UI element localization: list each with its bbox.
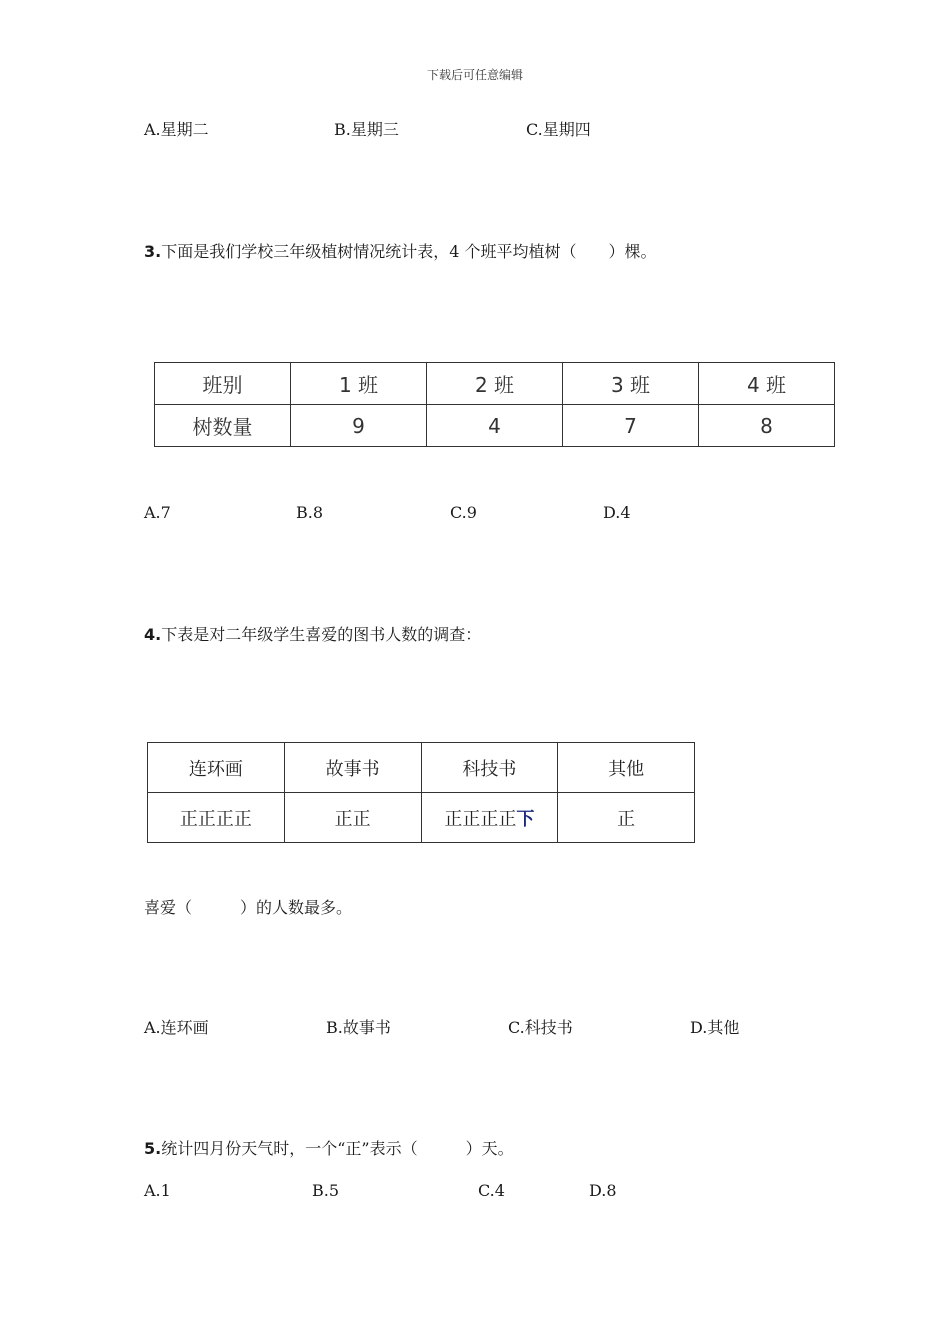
table-cell: 7 — [563, 405, 699, 447]
table-cell: 树数量 — [155, 405, 291, 447]
table-row — [155, 363, 835, 405]
table-cell: 3 班 — [563, 363, 699, 405]
table-cell: 其他 — [558, 743, 695, 793]
question-number: 5. — [144, 1139, 162, 1158]
q3-option-b[interactable]: B.8 — [296, 503, 324, 522]
q2-option-a[interactable]: A.星期二 — [144, 120, 209, 139]
table-cell: 4 班 — [699, 363, 835, 405]
table-cell: 班别 — [155, 363, 291, 405]
tree-planting-table — [154, 362, 835, 447]
q3-option-d[interactable]: D.4 — [603, 503, 631, 522]
q3-option-c[interactable]: C.9 — [450, 503, 477, 522]
q4-followup: 喜爱（ ）的人数最多。 — [144, 898, 353, 917]
q5-option-c[interactable]: C.4 — [478, 1181, 505, 1200]
page-header: 下载后可任意编辑 — [426, 68, 523, 82]
tally-cell — [421, 793, 558, 843]
tally-cell: 正正正正 — [148, 793, 285, 843]
q2-option-b[interactable]: B.星期三 — [334, 120, 399, 139]
q5-option-b[interactable]: B.5 — [312, 1181, 340, 1200]
table-cell: 故事书 — [284, 743, 421, 793]
table-row — [148, 743, 695, 793]
tally-partial-mark: 下 — [516, 808, 535, 830]
q3-option-a[interactable]: A.7 — [144, 503, 171, 522]
question-number: 3. — [144, 242, 162, 261]
question-5 — [144, 1136, 514, 1159]
table-cell: 8 — [699, 405, 835, 447]
table-cell: 科技书 — [421, 743, 558, 793]
question-3 — [144, 239, 657, 262]
question-text: 下表是对二年级学生喜爱的图书人数的调查： — [161, 625, 482, 644]
q4-option-b[interactable]: B.故事书 — [326, 1018, 391, 1037]
table-cell: 4 — [427, 405, 563, 447]
question-text: 下面是我们学校三年级植树情况统计表，4 个班平均植树（ ）棵。 — [161, 242, 657, 261]
q4-option-a[interactable]: A.连环画 — [144, 1018, 209, 1037]
q5-option-d[interactable]: D.8 — [589, 1181, 617, 1200]
book-survey-table — [147, 742, 695, 843]
q2-option-c[interactable]: C.星期四 — [526, 120, 591, 139]
q5-option-a[interactable]: A.1 — [144, 1181, 171, 1200]
question-number: 4. — [144, 625, 162, 644]
table-cell: 9 — [291, 405, 427, 447]
table-row — [148, 793, 695, 843]
question-text: 统计四月份天气时，一个“正”表示（ ）天。 — [161, 1139, 514, 1158]
q4-option-d[interactable]: D.其他 — [690, 1018, 740, 1037]
q4-option-c[interactable]: C.科技书 — [508, 1018, 573, 1037]
table-cell: 1 班 — [291, 363, 427, 405]
table-row — [155, 405, 835, 447]
tally-cell: 正正 — [284, 793, 421, 843]
question-4 — [144, 622, 481, 645]
table-cell: 2 班 — [427, 363, 563, 405]
tally-text: 正正正正 — [444, 808, 517, 830]
tally-cell: 正 — [558, 793, 695, 843]
table-cell: 连环画 — [148, 743, 285, 793]
